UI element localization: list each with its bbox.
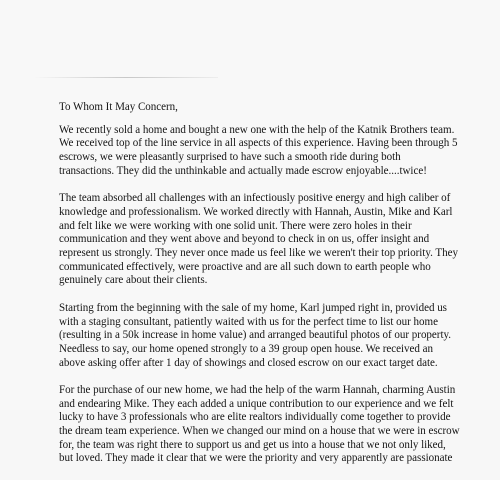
paragraph-3-line-3: (resulting in a 50k increase in home value) and arranged beautiful photos of our property. xyxy=(59,329,451,342)
paragraph-1-line-2: We received top of the line service in all aspects of this experience. Having been through 5 xyxy=(59,137,458,150)
paragraph-4-line-4: the dream team experience. When we changed our mind on a house that we were in escrow xyxy=(59,425,460,438)
paragraph-2-line-7: genuinely care about their clients. xyxy=(59,274,208,287)
paragraph-1-line-4: transactions. They did the unthinkable and actually made escrow enjoyable....twice! xyxy=(59,164,427,177)
paragraph-2-line-2: knowledge and professionalism. We worked directly with Hannah, Austin, Mike and Karl xyxy=(59,205,453,218)
paragraph-4-line-5: for, the team was right there to support us and get us into a house that we not only liked, xyxy=(59,438,446,451)
paragraph-1 xyxy=(59,124,475,179)
paragraph-2-line-5: represent us strongly. They never once made us feel like we weren't their top priority. They xyxy=(59,246,458,259)
paragraph-1-line-3: escrows, we were pleasantly surprised to have such a smooth ride during both xyxy=(59,150,401,163)
paragraph-2-line-4: communication and they went above and beyond to check in on us, offer insight and xyxy=(59,233,430,246)
scan-artifact-line xyxy=(34,77,218,78)
paragraph-4-line-3: lucky to have 3 professionals who are elite realtors individually come together to provide xyxy=(59,411,451,424)
letter-salutation: To Whom It May Concern, xyxy=(59,101,178,113)
paragraph-3-line-1: Starting from the beginning with the sale of my home, Karl jumped right in, provided us xyxy=(59,301,447,314)
paragraph-3-line-4: Needless to say, our home opened strongly to a 39 group open house. We received an xyxy=(59,342,433,355)
paragraph-3-line-5: above asking offer after 1 day of showings and closed escrow on our exact target date. xyxy=(59,356,438,369)
paragraph-3 xyxy=(59,302,475,370)
paragraph-2-line-1: The team absorbed all challenges with an infectiously positive energy and high caliber of xyxy=(59,192,451,205)
letter-body xyxy=(59,101,475,480)
paragraph-3-line-2: with a staging consultant, patiently waited with us for the perfect time to list our home xyxy=(59,315,438,328)
paragraph-2-line-3: and felt like we were working with one solid unit. There were zero holes in their xyxy=(59,219,412,232)
paragraph-4-line-6: but loved. They made it clear that we were the priority and very apparently are passionate xyxy=(59,452,453,465)
paragraph-4 xyxy=(59,384,475,466)
paragraph-1-line-1: We recently sold a home and bought a new one with the help of the Katnik Brothers team. xyxy=(59,123,455,136)
paragraph-2-line-6: communicated effectively, were proactive and are all such down to earth people who xyxy=(59,260,431,273)
paragraph-2 xyxy=(59,192,475,288)
paragraph-4-line-2: and endearing Mike. They each added a unique contribution to our experience and we felt xyxy=(59,397,454,410)
paragraph-4-line-1: For the purchase of our new home, we had the help of the warm Hannah, charming Austin xyxy=(59,384,456,397)
